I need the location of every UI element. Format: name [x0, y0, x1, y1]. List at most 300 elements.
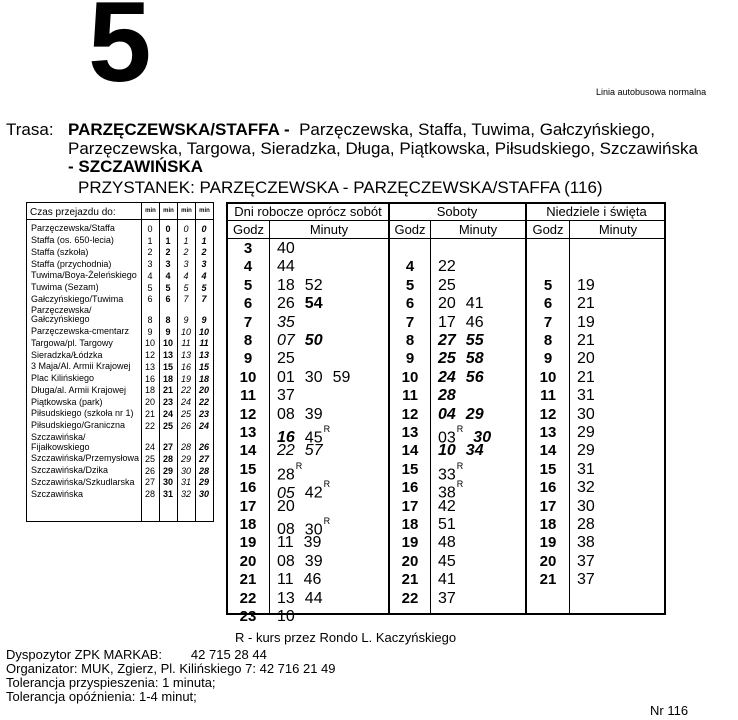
- travel-time-cell: 13: [144, 361, 155, 372]
- departure-minute: $03^R$: [438, 424, 464, 447]
- line-number: 5: [88, 0, 150, 106]
- weekday-hour: 19: [239, 534, 257, 552]
- departure-minute: 52: [304, 276, 323, 294]
- stop-name-cell: Szczawińska/Szkudlarska: [31, 476, 135, 487]
- travel-time-cell: 1: [165, 235, 171, 246]
- departure-minute: 22: [277, 442, 295, 460]
- travel-time-cell: 31: [180, 477, 191, 488]
- saturday-minutes: [438, 405, 494, 425]
- departure-minute: 50: [304, 332, 323, 349]
- stop-name-cell: Staffa (szkoła): [31, 246, 89, 257]
- travel-time-cell: 4: [183, 270, 189, 281]
- travel-time-cell: 2: [201, 247, 207, 258]
- saturday-hour: 22: [401, 589, 419, 607]
- departure-minute: 58: [465, 350, 484, 368]
- travel-time-cell: 27: [144, 477, 155, 488]
- departure-minute: 21: [577, 295, 595, 313]
- departure-minute: 35: [277, 313, 295, 331]
- saturday-minutes: [438, 497, 466, 517]
- travel-time-cell: 22: [180, 385, 191, 396]
- sunday-minutes: [577, 368, 605, 388]
- weekday-minutes: [277, 239, 305, 259]
- saturday-hour: 5: [405, 276, 415, 294]
- travel-time-cell: 9: [183, 314, 189, 325]
- sunday-minutes: [577, 313, 605, 333]
- departure-minute: 37: [277, 387, 295, 405]
- departure-minute: 39: [303, 534, 322, 552]
- travel-time-row: [27, 476, 213, 488]
- travel-time-cell: 23: [162, 397, 173, 408]
- departure-minute: 07: [277, 332, 295, 349]
- sunday-minutes: [577, 441, 605, 461]
- departure-minute: $38^R$: [438, 479, 464, 502]
- departure-minute: 08: [277, 552, 295, 570]
- travel-time-cell: 30: [180, 465, 191, 476]
- weekday-minutes: [277, 441, 333, 461]
- weekday-minutes: [277, 294, 333, 314]
- sunday-minutes: [577, 349, 605, 369]
- stop-name-cell: Sieradzka/Łódzka: [31, 349, 103, 360]
- travel-time-cell: 27: [198, 453, 209, 464]
- travel-time-cell: 10: [144, 338, 155, 349]
- sunday-minutes: [577, 460, 605, 480]
- travel-time-row: [27, 464, 213, 476]
- travel-time-row: [27, 325, 213, 337]
- saturday-minutes: [438, 441, 494, 461]
- travel-time-cell: 18: [144, 385, 155, 396]
- departure-minute: 08: [277, 405, 295, 423]
- saturday-minutes: [438, 368, 494, 388]
- stop-name-cell: 3 Maja/Al. Armii Krajowej: [31, 361, 131, 372]
- weekday-minutes: [277, 405, 333, 425]
- departure-minute: $28^R$: [277, 460, 303, 484]
- travel-time-cell: 29: [162, 465, 173, 476]
- timetable: [226, 202, 666, 625]
- weekday-minutes: [277, 349, 305, 369]
- travel-time-cell: 29: [198, 477, 209, 488]
- sunday-minutes: [577, 276, 605, 296]
- weekday-minutes: [277, 589, 333, 609]
- travel-time-cell: 15: [198, 361, 209, 372]
- hour-subheader: Godz: [232, 222, 265, 237]
- route-variant-mark: R: [456, 479, 464, 490]
- travel-time-cell: 10: [198, 326, 209, 337]
- travel-time-row: [27, 487, 213, 499]
- stop-name-cell: Piątkowska (park): [31, 396, 103, 407]
- sunday-hour: 5: [543, 276, 553, 294]
- route-variant-mark: R: [323, 424, 331, 434]
- travel-time-header: [27, 203, 213, 220]
- travel-time-row: [27, 337, 213, 349]
- saturday-minutes: [438, 552, 466, 572]
- travel-time-row: [27, 293, 213, 305]
- min-col-3: min: [177, 203, 195, 219]
- departure-minute: 28: [438, 387, 456, 405]
- sunday-hour: 14: [539, 442, 557, 460]
- travel-time-cell: 16: [180, 361, 191, 372]
- route-to: - SZCZAWIŃSKA: [68, 157, 204, 176]
- sunday-minutes: [577, 423, 605, 443]
- sunday-header: Niedziele i święta: [546, 204, 647, 219]
- departure-minute: 46: [465, 313, 484, 331]
- stop-name-cell: Piłsudskiego/Graniczna: [31, 420, 126, 431]
- travel-time-cell: 5: [183, 282, 189, 293]
- sunday-minutes: [577, 497, 605, 517]
- travel-time-row: [27, 234, 213, 246]
- departure-minute: 54: [304, 295, 323, 313]
- travel-time-row: [27, 246, 213, 258]
- departure-minute: 19: [577, 313, 595, 331]
- legend: R - kurs przez Rondo L. Kaczyńskiego: [235, 630, 457, 645]
- stop-name-cell: Piłsudskiego (szkoła nr 1): [31, 408, 134, 419]
- weekday-minutes: [277, 257, 305, 277]
- weekday-hour: 3: [243, 240, 253, 257]
- departure-minute: 42: [438, 497, 456, 515]
- travel-time-cell: 19: [180, 373, 191, 384]
- travel-time-table: [26, 202, 214, 522]
- travel-time-row: [27, 304, 213, 325]
- minutes-subheader: Minuty: [458, 222, 498, 237]
- weekday-hour: 18: [239, 516, 257, 533]
- travel-time-cell: 21: [162, 385, 173, 396]
- stop-name-cell: Staffa (os. 650-lecia): [31, 235, 114, 246]
- departure-minute: 28: [577, 516, 595, 533]
- saturday-hour: 8: [405, 332, 415, 349]
- saturday-minutes: [438, 570, 466, 590]
- departure-minute: 17: [438, 313, 456, 331]
- travel-time-cell: 12: [144, 350, 155, 361]
- travel-time-row: [27, 407, 213, 419]
- travel-time-cell: 27: [162, 442, 173, 453]
- weekday-minutes: [277, 497, 305, 517]
- departure-minute: 31: [577, 460, 595, 478]
- saturday-hour: 6: [405, 295, 415, 313]
- stop-name-cell: Tuwima/Boya-Żeleńskiego: [31, 270, 137, 281]
- travel-time-row: [27, 257, 213, 269]
- saturday-hour: 14: [401, 442, 419, 460]
- travel-time-cell: 5: [165, 282, 171, 293]
- departure-minute: 19: [577, 276, 595, 294]
- weekday-minutes: [277, 386, 305, 406]
- departure-minute: 18: [277, 276, 295, 294]
- travel-time-cell: 4: [165, 270, 171, 281]
- weekday-minutes: [277, 533, 331, 553]
- sunday-hour: 7: [543, 313, 553, 331]
- sunday-minutes: [577, 405, 605, 425]
- stop-name-cell: Długa/al. Armii Krajowej: [31, 384, 127, 395]
- departure-minute: 37: [577, 552, 595, 570]
- minutes-subheader: Minuty: [598, 222, 638, 237]
- travel-time-cell: 25: [162, 420, 173, 431]
- stop-name-cell: Tuwima (Sezam): [31, 282, 99, 293]
- departure-minute: 41: [465, 295, 484, 313]
- route-variant-mark: R: [295, 460, 303, 471]
- stop-name-cell: Staffa (przychodnia): [31, 258, 112, 269]
- travel-time-cell: 11: [199, 338, 209, 349]
- sunday-minutes: [577, 386, 605, 406]
- travel-time-cell: 0: [165, 223, 171, 234]
- travel-time-row: [27, 372, 213, 384]
- departure-minute: 21: [577, 332, 595, 349]
- travel-time-cell: 4: [201, 270, 207, 281]
- travel-time-cell: 32: [180, 489, 191, 500]
- departure-minute: 22: [438, 258, 456, 276]
- weekday-hour: 7: [243, 313, 253, 331]
- departure-minute: $30^R$: [304, 516, 331, 539]
- departure-minute: 25: [277, 350, 295, 368]
- travel-time-cell: 1: [147, 235, 153, 246]
- sunday-minutes: [577, 552, 605, 572]
- weekday-minutes: [277, 607, 305, 627]
- departure-minute: 01: [277, 368, 295, 386]
- travel-time-cell: 16: [144, 373, 155, 384]
- saturday-hour: 20: [401, 552, 419, 570]
- section-divider: [525, 204, 527, 613]
- departure-minute: 30: [577, 405, 595, 423]
- travel-time-cell: 6: [165, 294, 171, 305]
- sunday-hour: 9: [543, 350, 553, 368]
- travel-time-cell: 18: [162, 373, 173, 384]
- departure-minute: 20: [577, 350, 595, 368]
- departure-minute: 41: [438, 571, 456, 589]
- travel-time-cell: 11: [181, 338, 191, 349]
- departure-minute: 34: [465, 442, 484, 460]
- travel-time-cell: 26: [198, 442, 209, 453]
- travel-time-row: [27, 452, 213, 464]
- departure-minute: 37: [577, 571, 595, 589]
- departure-minute: 27: [438, 332, 456, 349]
- saturday-hour: 18: [401, 516, 419, 533]
- travel-time-cell: 2: [183, 247, 189, 258]
- travel-time-cell: 3: [183, 259, 189, 269]
- travel-time-cell: 24: [144, 442, 155, 453]
- travel-time-cell: 10: [162, 338, 173, 349]
- travel-time-cell: 7: [183, 294, 189, 305]
- departure-minute: 10: [277, 608, 295, 625]
- travel-time-cell: 3: [201, 259, 207, 269]
- departure-minute: 37: [438, 589, 456, 607]
- departure-minute: 05: [277, 484, 295, 502]
- travel-time-cell: 30: [198, 489, 209, 500]
- saturday-hour: 10: [401, 368, 419, 386]
- departure-minute: 29: [465, 405, 484, 423]
- departure-minute: 30: [304, 368, 323, 386]
- sunday-minutes: [577, 533, 605, 553]
- weekday-hour: 4: [243, 258, 253, 276]
- stop-name-cell: Parzęczewska/Staffa: [31, 223, 115, 234]
- travel-time-row: [27, 419, 213, 431]
- departure-minute: 38: [577, 534, 595, 552]
- saturday-minutes: [438, 349, 494, 369]
- saturday-hour: 16: [401, 479, 419, 497]
- sunday-hour: 17: [539, 497, 557, 515]
- route-description: [6, 121, 706, 177]
- departure-minute: 20: [438, 295, 456, 313]
- min-col-1: min: [141, 203, 159, 219]
- saturday-hour: 11: [402, 387, 418, 405]
- departure-minute: 56: [465, 368, 484, 386]
- saturday-hour: 13: [401, 424, 419, 441]
- travel-time-cell: 26: [144, 465, 155, 476]
- travel-time-cell: 20: [144, 397, 155, 408]
- weekday-hour: 12: [239, 405, 257, 423]
- weekday-hour: 14: [239, 442, 257, 460]
- hour-col-divider: [569, 221, 570, 613]
- travel-time-cell: 3: [147, 259, 153, 269]
- saturday-minutes: [438, 515, 466, 535]
- travel-time-row: [27, 222, 213, 234]
- saturday-hour: 19: [401, 534, 419, 552]
- weekday-minutes: [277, 276, 333, 296]
- organizer-contact: Organizator: MUK, Zgierz, Pl. Kilińskiego 7: 42 716 21 49: [6, 661, 336, 676]
- travel-time-cell: 18: [198, 373, 209, 384]
- travel-time-row: [27, 269, 213, 281]
- stop-name-cell: Plac Kilińskiego: [31, 373, 95, 384]
- departure-minute: 39: [304, 552, 323, 570]
- travel-time-cell: 25: [180, 408, 191, 419]
- saturday-minutes: [438, 589, 466, 609]
- travel-time-cell: 5: [201, 282, 207, 293]
- departure-minute: 29: [577, 424, 595, 441]
- saturday-header: Soboty: [436, 204, 478, 219]
- departure-minute: 51: [438, 516, 456, 533]
- departure-minute: 39: [304, 405, 323, 423]
- weekday-header: Dni robocze oprócz sobót: [234, 204, 382, 219]
- travel-time-title: Czas przejazdu do:: [30, 207, 116, 218]
- sunday-hour: 16: [539, 479, 557, 497]
- departure-minute: 26: [277, 295, 295, 313]
- travel-time-cell: 21: [144, 408, 155, 419]
- stop-name-cell: Targowa/pl. Targowy: [31, 337, 113, 348]
- saturday-hour: 9: [405, 350, 415, 368]
- travel-time-cell: 7: [201, 294, 207, 305]
- weekday-hour: 13: [239, 424, 257, 441]
- travel-time-cell: 22: [144, 420, 155, 431]
- section-divider: [388, 204, 390, 613]
- sunday-hour: 19: [539, 534, 557, 552]
- travel-time-cell: 29: [180, 453, 191, 464]
- sunday-minutes: [577, 294, 605, 314]
- hour-col-divider: [269, 221, 270, 613]
- saturday-minutes: [438, 257, 466, 277]
- travel-time-cell: 0: [201, 223, 207, 234]
- weekday-hour: 23: [239, 608, 257, 625]
- tolerance-late: Tolerancja opóźnienia: 1-4 minut;: [6, 689, 197, 704]
- hour-col-divider: [430, 221, 431, 613]
- travel-time-cell: 26: [180, 420, 191, 431]
- departure-minute: 24: [438, 368, 456, 386]
- departure-minute: 25: [438, 350, 456, 368]
- sunday-hour: 12: [539, 405, 557, 423]
- route-streets: Parzęczewska, Staffa, Tuwima, Gałczyńskiego, Parzęczewska, Targowa, Sieradzka, Długa, Piątkowska, Piłsudskiego, Szczawińska: [68, 120, 698, 158]
- sunday-hour: 21: [539, 571, 557, 589]
- weekday-minutes: [277, 368, 360, 388]
- departure-minute: 29: [577, 442, 595, 460]
- tolerance-early: Tolerancja przyspieszenia: 1 minuta;: [6, 675, 216, 690]
- travel-time-cell: 0: [147, 223, 153, 234]
- departure-minute: 44: [304, 589, 323, 607]
- departure-minute: 55: [465, 332, 484, 349]
- weekday-minutes: [277, 331, 333, 351]
- travel-time-row: [27, 384, 213, 396]
- hour-subheader: Godz: [532, 222, 564, 237]
- travel-time-cell: 5: [147, 282, 153, 293]
- travel-time-cell: 22: [198, 397, 209, 408]
- travel-time-cell: 4: [147, 270, 153, 281]
- departure-minute: 40: [277, 240, 295, 257]
- route-variant-mark: R: [456, 460, 464, 471]
- travel-time-cell: 28: [198, 465, 209, 476]
- travel-time-cell: 28: [162, 453, 173, 464]
- saturday-minutes: [438, 386, 466, 406]
- sunday-hour: 8: [543, 332, 553, 349]
- sunday-hour: 11: [540, 387, 556, 405]
- travel-time-cell: 2: [147, 247, 153, 258]
- saturday-minutes: [438, 533, 466, 553]
- saturday-hour: 17: [401, 497, 419, 515]
- travel-time-cell: 3: [165, 259, 171, 269]
- stop-name-cell: Szczawińska: [31, 488, 84, 499]
- departure-minute: 13: [277, 589, 295, 607]
- sunday-hour: 6: [543, 295, 553, 313]
- travel-time-row: [27, 431, 213, 453]
- departure-minute: 44: [277, 258, 295, 276]
- hour-subheader: Godz: [394, 222, 426, 237]
- weekday-minutes: [277, 570, 331, 590]
- weekday-hour: 10: [239, 368, 257, 386]
- page-number: Nr 116: [650, 703, 689, 718]
- departure-minute: 32: [577, 479, 595, 497]
- travel-time-cell: 28: [144, 489, 155, 500]
- saturday-hour: 4: [405, 258, 415, 276]
- route-variant-mark: R: [323, 479, 331, 490]
- sunday-minutes: [577, 515, 605, 535]
- sunday-minutes: [577, 478, 605, 498]
- departure-minute: $33^R$: [438, 460, 464, 484]
- travel-time-cell: 9: [147, 326, 153, 337]
- travel-time-cell: 25: [144, 453, 155, 464]
- weekday-hour: 16: [239, 479, 257, 497]
- travel-time-cell: 30: [162, 477, 173, 488]
- stop-name-cell: Parzęczewska/ Gałczyńskiego: [31, 305, 92, 325]
- departure-minute: 20: [277, 497, 295, 515]
- weekday-hour: 17: [239, 497, 257, 515]
- stop-name-cell: Szczawińska/Dzika: [31, 465, 109, 476]
- weekday-minutes: [277, 552, 333, 572]
- saturday-minutes: [438, 313, 494, 333]
- travel-time-rows: [27, 222, 213, 499]
- dispatcher-contact: Dyspozytor ZPK MARKAB: 42 715 28 44: [6, 647, 267, 662]
- sunday-hour: 10: [539, 368, 557, 386]
- travel-time-row: [27, 348, 213, 360]
- saturday-hour: 7: [405, 313, 415, 331]
- travel-time-cell: 13: [198, 350, 209, 361]
- sunday-minutes: [577, 331, 605, 351]
- travel-time-cell: 24: [162, 408, 173, 419]
- route-label: Trasa:: [6, 120, 54, 139]
- sunday-hour: 13: [539, 424, 557, 441]
- travel-time-cell: 1: [201, 235, 207, 246]
- weekday-hour: 15: [239, 460, 257, 478]
- weekday-hour: 20: [239, 552, 257, 570]
- departure-minute: 45: [438, 552, 456, 570]
- saturday-hour: 15: [401, 460, 419, 478]
- line-type: Linia autobusowa normalna: [596, 87, 707, 97]
- stop-name-cell: Szczawińska/ Fijałkowskiego: [31, 432, 90, 452]
- travel-time-cell: 0: [183, 223, 189, 234]
- weekday-minutes: [277, 313, 305, 333]
- travel-time-cell: 24: [180, 397, 191, 408]
